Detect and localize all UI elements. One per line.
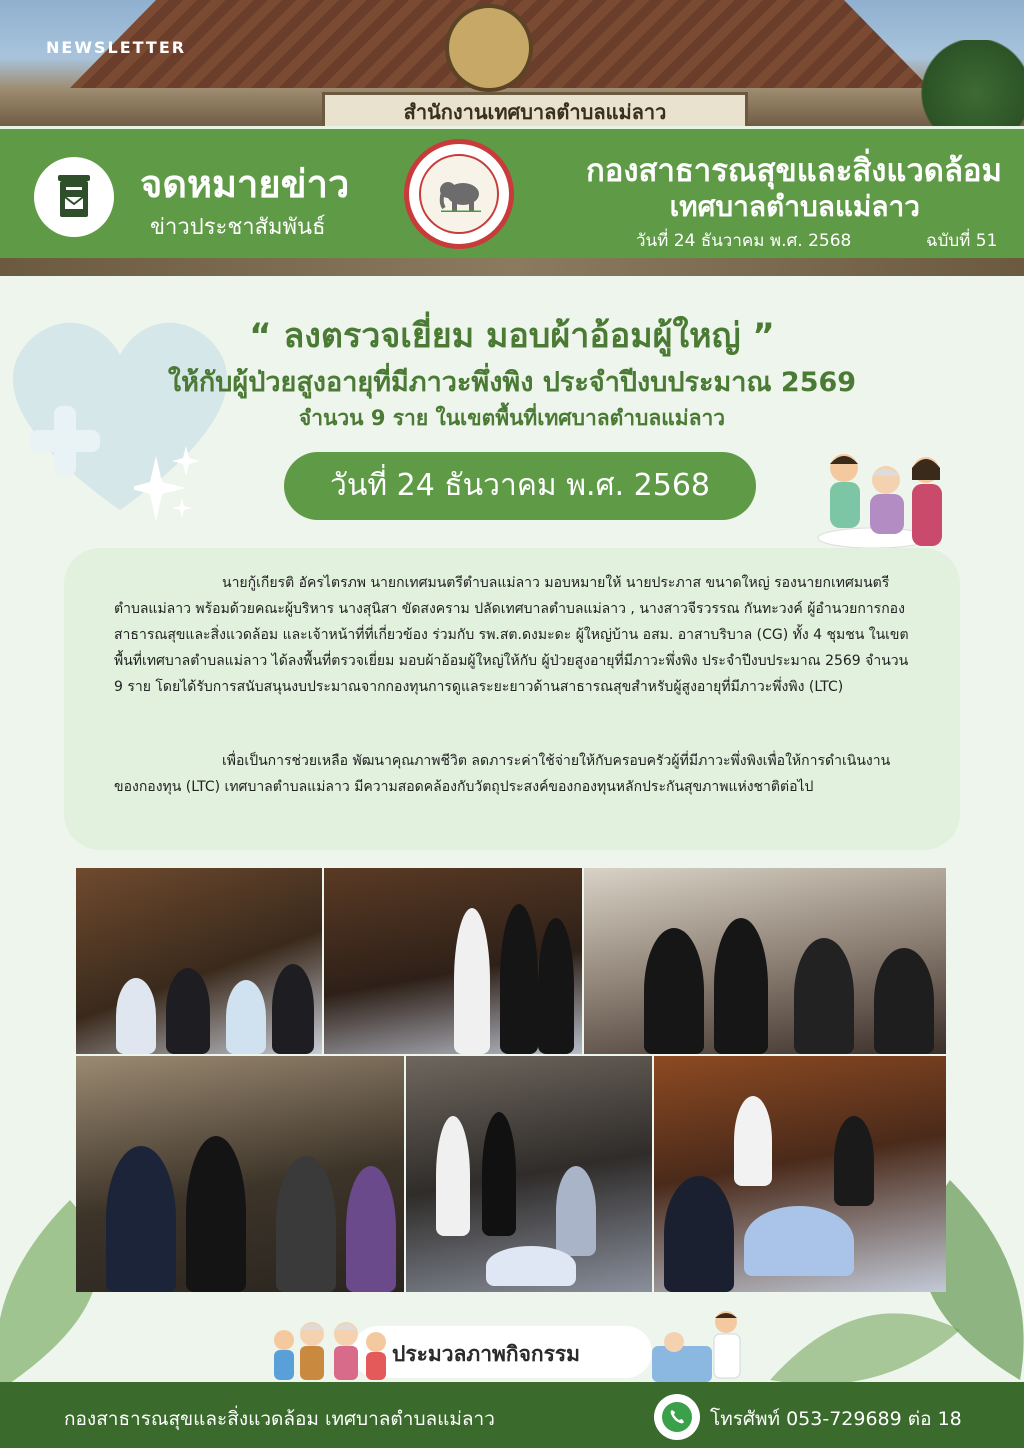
activity-photo xyxy=(76,1056,404,1292)
issue-number: ฉบับที่ 51 xyxy=(926,231,998,251)
headline-detail: จำนวน 9 ราย ในเขตพื้นที่เทศบาลตำบลแม่ลาว xyxy=(298,406,726,430)
footer xyxy=(0,1382,1024,1448)
header-banner xyxy=(0,126,1024,264)
activity-photo xyxy=(406,1056,652,1292)
mailbox-badge xyxy=(34,157,114,237)
leaf-decoration xyxy=(770,1290,960,1390)
municipality-name: เทศบาลตำบลแม่ลาว xyxy=(669,190,920,223)
subheadline: ให้กับผู้ป่วยสูงอายุที่มีภาวะพึ่งพิง ประจำปีงบประมาณ 2569 xyxy=(167,367,857,398)
activity-photo xyxy=(324,868,582,1054)
footer-phone: โทรศัพท์ 053-729689 ต่อ 18 xyxy=(710,1408,962,1430)
caregiver-illustration xyxy=(814,446,954,550)
issue-date: วันที่ 24 ธันวาคม พ.ศ. 2568 xyxy=(636,231,852,251)
building-seal xyxy=(445,4,533,92)
newsletter-title: จดหมายข่าว xyxy=(140,162,350,206)
header-photo-bottom xyxy=(0,258,1024,276)
phone-icon xyxy=(662,1402,692,1432)
trees xyxy=(904,40,1024,128)
activity-photo-grid xyxy=(76,868,946,1292)
phone-badge xyxy=(654,1394,700,1440)
mailbox-icon xyxy=(54,173,94,221)
activity-photo xyxy=(584,868,946,1054)
elders-illustration xyxy=(266,1314,394,1382)
sparkle-icon xyxy=(134,446,204,526)
elephant-icon xyxy=(439,178,483,212)
newsletter-label: NEWSLETTER xyxy=(46,38,187,57)
org-name: กองสาธารณสุขและสิ่งแวดล้อม xyxy=(586,153,1002,189)
article-card xyxy=(64,548,960,850)
activity-photo xyxy=(76,868,322,1054)
event-date: วันที่ 24 ธันวาคม พ.ศ. 2568 xyxy=(284,452,756,520)
gallery-label: ประมวลภาพกิจกรรม xyxy=(392,1342,581,1366)
activity-photo xyxy=(654,1056,946,1292)
header-photo xyxy=(0,0,1024,128)
headline: “ ลงตรวจเยี่ยม มอบผ้าอ้อมผู้ใหญ่ ” xyxy=(249,316,775,356)
doctor-illustration xyxy=(652,1306,752,1382)
footer-org: กองสาธารณสุขและสิ่งแวดล้อม เทศบาลตำบลแม่ลาว xyxy=(64,1408,495,1430)
article-paragraph: เพื่อเป็นการช่วยเหลือ พัฒนาคุณภาพชีวิต ลดภาระค่าใช้จ่ายให้กับครอบครัวผู้ที่มีภาวะพึ่งพิงเพื่อให้การดำเนินงานของกองทุน (LTC) เทศบาลตำบลแม่ลาว มีความสอดคล้องกับวัตถุประสงค์ของกองทุนหลักประกันสุขภาพแห่งชาติต่อไป xyxy=(114,753,891,795)
article-paragraph: นายกู้เกียรติ อัครไตรภพ นายกเทศมนตรีตำบลแม่ลาว มอบหมายให้ นายประภาส ขนาดใหญ่ รองนายกเทศมนตรีตำบลแม่ลาว พร้อมด้วยคณะผู้บริหาร นางสุนิสา ขัดสงคราม ปลัดเทศบาลตำบลแม่ลาว , นางสาวจีรวรรณ กันทะวงค์ ผู้อำนวยการกองสาธารณสุขและสิ่งแวดล้อม และเจ้าหน้าที่ที่เกี่ยวข้อง ร่วมกับ รพ.สต.ดงมะดะ ผู้ใหญ่บ้าน อสม. อาสาบริบาล (CG) ทั้ง 4 ชุมชน ในเขตพื้นที่เทศบาลตำบลแม่ลาว ได้ลงพื้นที่ตรวจเยี่ยม มอบผ้าอ้อมผู้ใหญ่ให้กับ ผู้ป่วยสูงอายุที่มีภาวะพึ่งพิง ประจำปีงบประมาณ 2569 จำนวน 9 ราย โดยได้รับการสนับสนุนงบประมาณจากกองทุนการดูแลระยะยาวด้านสาธารณสุขสำหรับผู้สูงอายุที่มีภาวะพึ่งพิง (LTC) xyxy=(114,575,909,695)
newsletter-subtitle: ข่าวประชาสัมพันธ์ xyxy=(150,215,326,240)
building-sign: สำนักงานเทศบาลตำบลแม่ลาว xyxy=(322,92,748,132)
municipal-seal-logo xyxy=(404,139,514,249)
